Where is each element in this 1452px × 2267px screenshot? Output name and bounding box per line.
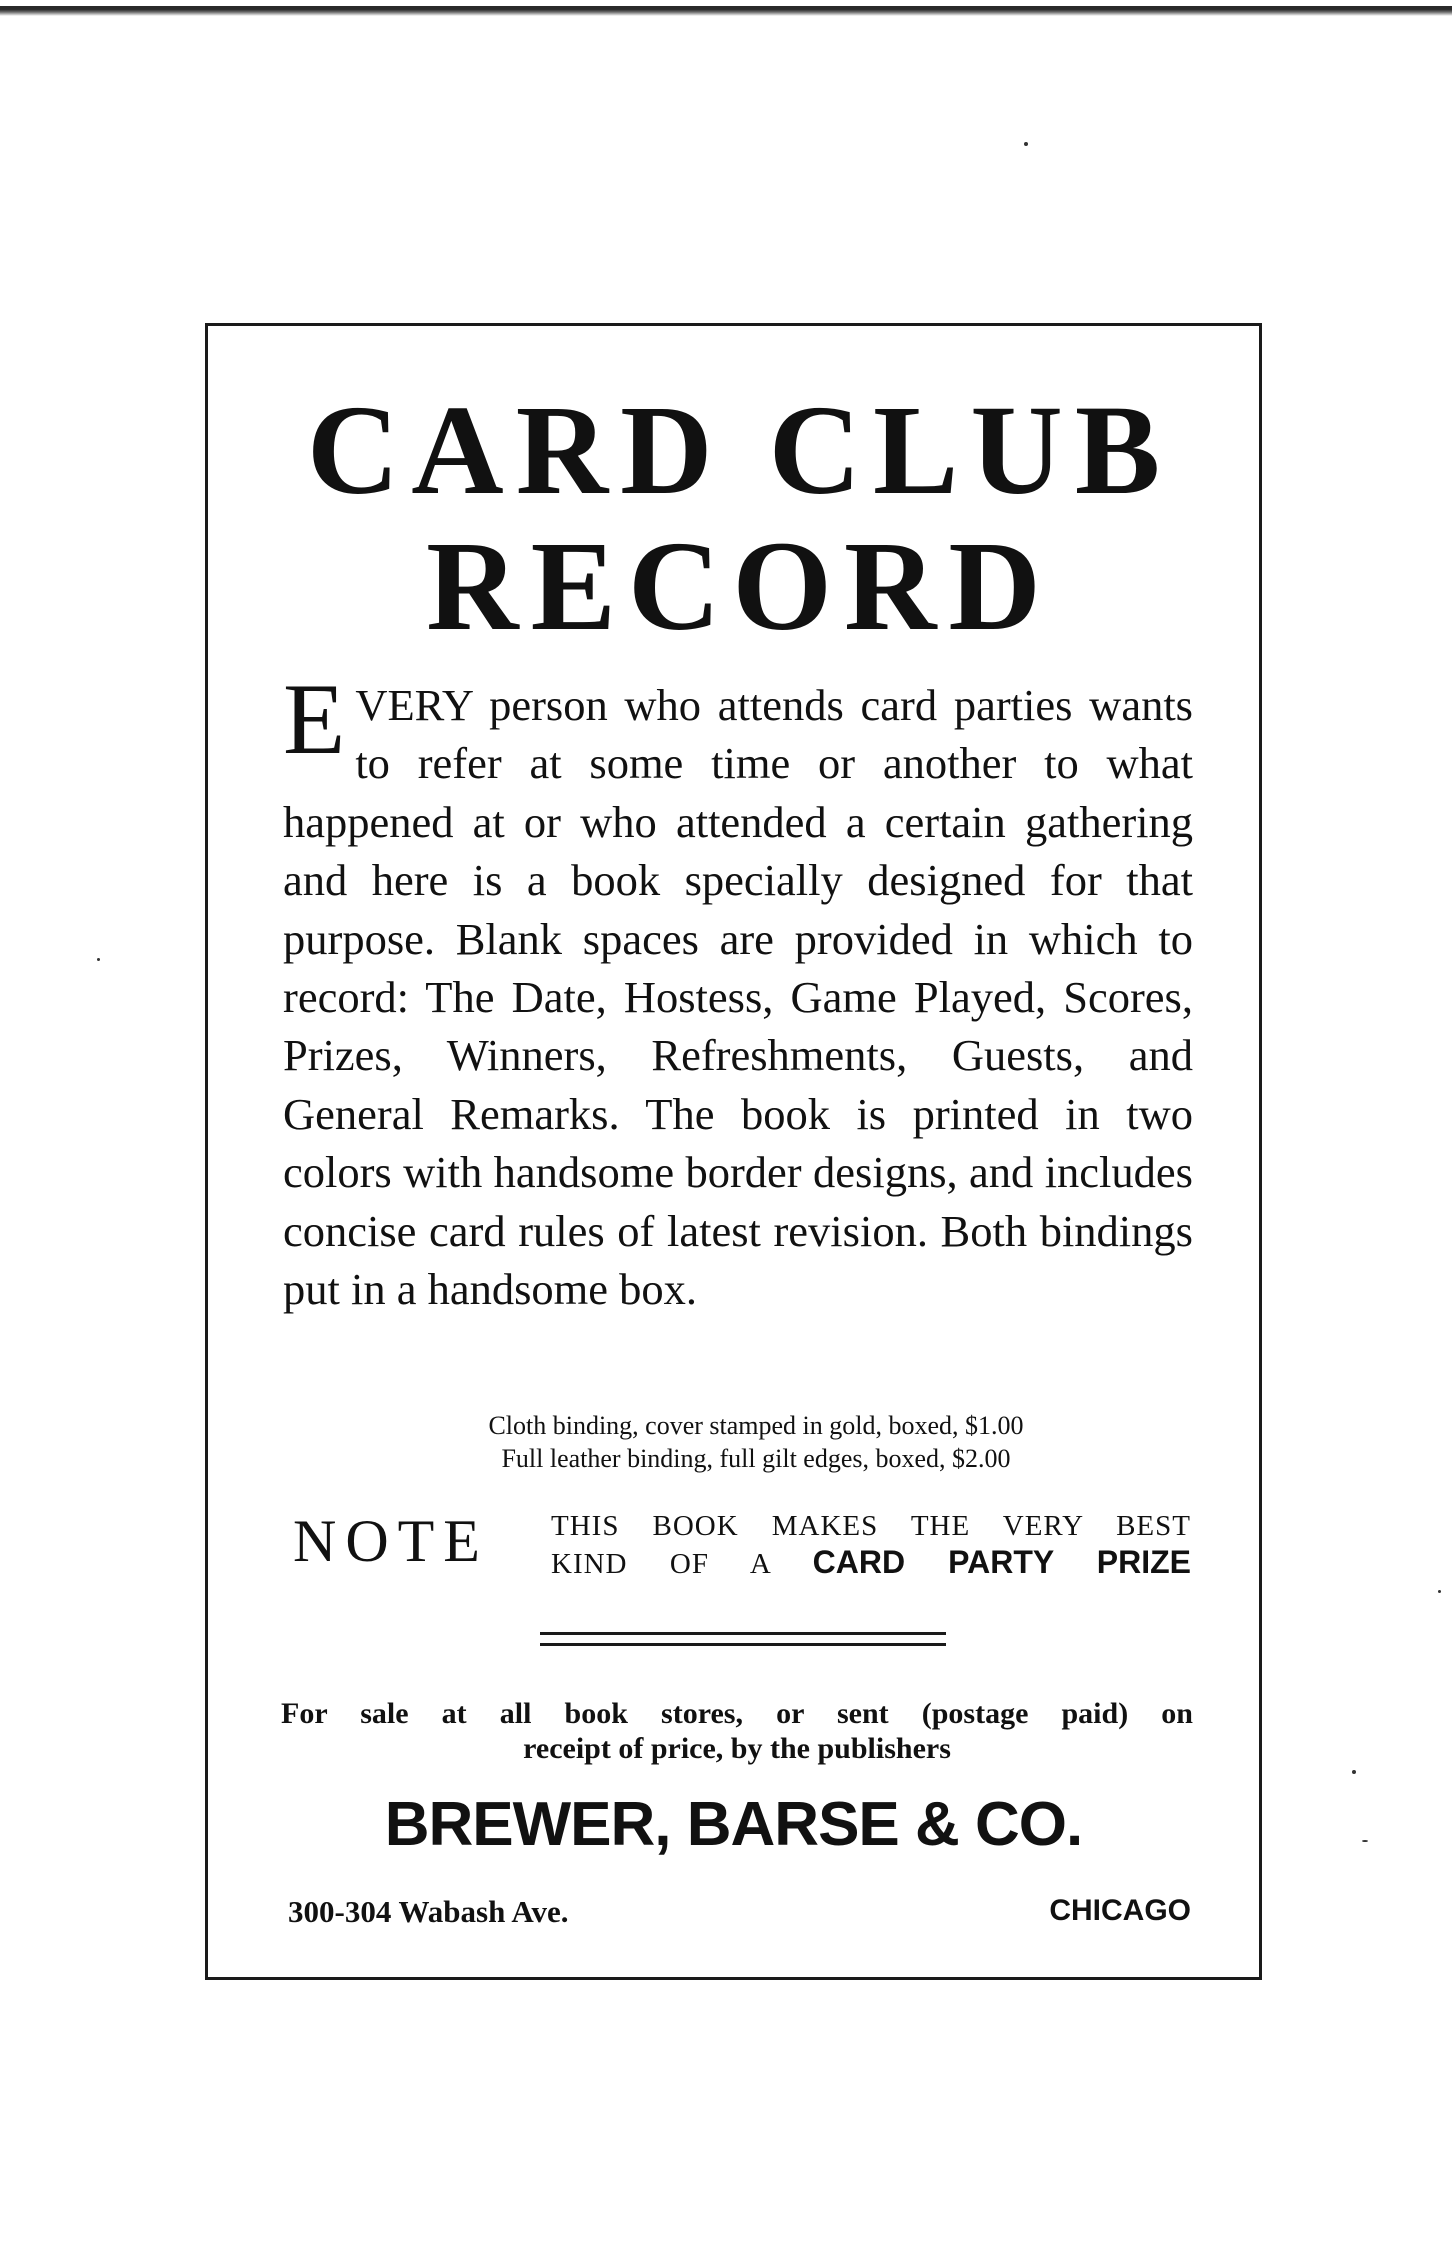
ink-speck (1362, 1840, 1368, 1842)
ink-speck (1024, 142, 1028, 146)
sale-notice (281, 1696, 1193, 1766)
top-edge-rule (0, 6, 1452, 16)
note-heading: NOTE (293, 1508, 489, 1574)
publisher-city: CHICAGO (1049, 1894, 1191, 1927)
ink-speck (97, 958, 100, 961)
publisher-address: 300-304 Wabash Ave. (288, 1894, 569, 1929)
title-line-2: RECORD (426, 515, 1053, 657)
note-text (551, 1508, 1191, 1582)
description-paragraph (283, 663, 1193, 1318)
note-line-1: THIS BOOK MAKES THE VERY BEST (551, 1510, 1191, 1542)
note-line-2-plain: KIND OF A (551, 1548, 813, 1580)
drop-cap: E (283, 663, 346, 776)
ink-speck (1438, 1590, 1441, 1593)
price-list (208, 1409, 1259, 1475)
ink-speck (1352, 1770, 1356, 1774)
publisher-name: BREWER, BARSE & CO. (384, 1790, 1083, 1859)
advertisement-frame (205, 323, 1262, 1980)
sale-line-2: receipt of price, by the publishers (523, 1732, 951, 1765)
price-leather: Full leather binding, full gilt edges, boxed, $2.00 (501, 1444, 1011, 1473)
note-line-2 (551, 1544, 1191, 1582)
sale-line-1: For sale at all book stores, or sent (postage paid) on (281, 1697, 1193, 1730)
note-line-2-bold: CARD PARTY PRIZE (812, 1544, 1191, 1580)
double-rule-divider (540, 1632, 946, 1646)
description-text: VERY person who attends card parties wants to refer at some time or another to what happened at or who attended a certain gathering and here is a book specially designed for that purpose. Blank spaces are provided in which to record: The Date, Hostess, Game Played, Scores, Prizes, Winners, Refreshments, Guests, and General Remarks. The book is printed in two colors with handsome border designs, and includes concise card rules of latest revision. Both bindings put in a handsome box. (283, 680, 1193, 1315)
price-cloth: Cloth binding, cover stamped in gold, boxed, $1.00 (488, 1411, 1024, 1440)
title-line-1: CARD CLUB (306, 379, 1173, 521)
